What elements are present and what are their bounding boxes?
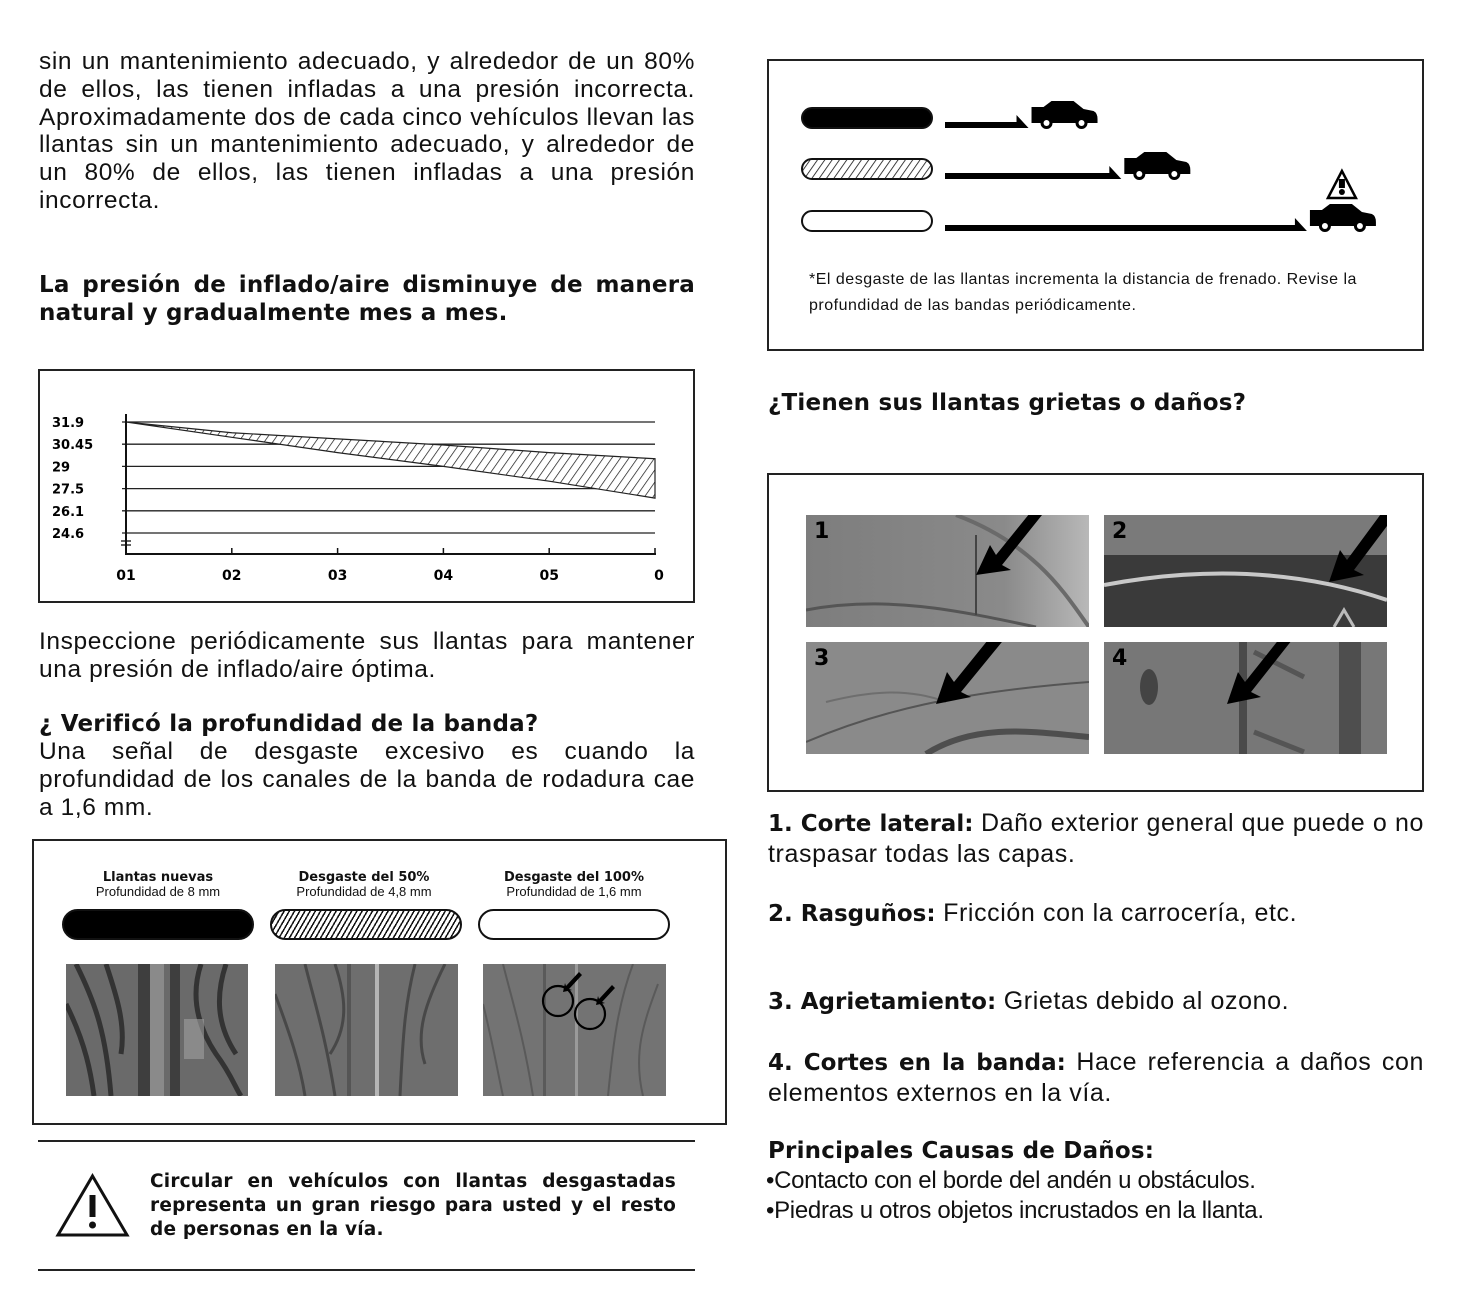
damage-item-2	[768, 898, 1424, 929]
damage-photo-1	[806, 515, 1089, 627]
damage-item-1	[768, 808, 1424, 869]
damage-item-label: 4. Cortes en la banda:	[768, 1050, 1066, 1076]
y-tick-label: 29	[52, 460, 71, 476]
tread-depth-panel	[32, 839, 727, 1125]
warning-text: Circular en vehículos con llantas desgastadas representa un gran riesgo para usted y el resto de personas en la vía.	[150, 1171, 676, 1240]
braking-distance-arrow	[945, 115, 1029, 128]
tread-column-full	[474, 871, 674, 899]
damage-heading: ¿Tienen sus llantas grietas o daños?	[768, 390, 1247, 416]
tread-bar-hatched	[270, 909, 462, 940]
y-tick-label: 24.6	[52, 527, 85, 542]
divider-top	[38, 1140, 695, 1142]
car-icon	[1032, 101, 1098, 129]
warning-triangle-icon	[55, 1173, 130, 1238]
damage-photo-3	[806, 642, 1089, 754]
tread-column-title: Llantas nuevas	[102, 870, 214, 885]
damage-photo-number: 1	[814, 519, 830, 544]
pressure-chart	[38, 369, 695, 603]
x-tick-label: 03	[327, 568, 348, 584]
braking-distance-diagram	[769, 61, 1422, 261]
tread-bar-empty	[478, 909, 670, 940]
tread-column-half	[264, 871, 464, 899]
tread-column-subtitle: Profundidad de 4,8 mm	[296, 884, 432, 899]
tread-column-title: Desgaste del 100%	[504, 870, 644, 885]
intro-paragraph: sin un mantenimiento adecuado, y alrededor de un 80% de ellos, las tienen infladas a una presión incorrecta. Aproximadamente dos de cada cinco vehículos llevan las llantas sin un mantenimiento adecuado, y alrededor de un 80% de ellos, las tienen infladas a una presión incorrecta.	[39, 48, 695, 214]
tread-column-subtitle: Profundidad de 8 mm	[95, 884, 221, 899]
cause-item: •Piedras u otros objetos incrustados en la llanta.	[766, 1197, 1264, 1224]
damage-photo-number: 3	[814, 646, 830, 671]
car-icon	[1124, 152, 1190, 180]
damage-photo-number: 2	[1112, 519, 1128, 544]
y-tick-label: 26.1	[52, 504, 85, 520]
damage-item-label: 1. Corte lateral:	[768, 811, 974, 837]
pressure-chart-svg	[40, 371, 693, 601]
damage-item-label: 3. Agrietamiento:	[768, 989, 997, 1015]
damage-item-text: Hace referencia a daños con elementos externos en la vía.	[768, 1048, 1424, 1107]
y-tick-label: 31.9	[52, 416, 85, 431]
damage-photos-panel	[767, 473, 1424, 792]
tread-column-subtitle: Profundidad de 1,6 mm	[506, 884, 642, 899]
tread-bar-hatched	[802, 159, 932, 179]
causes-list	[766, 1166, 1428, 1226]
tread-photo-full	[483, 964, 666, 1096]
damage-item-4	[768, 1047, 1424, 1108]
damage-photo-4	[1104, 642, 1387, 754]
tread-bar-solid	[802, 108, 932, 128]
tread-bar-empty	[802, 211, 932, 231]
inspect-paragraph: Inspeccione periódicamente sus llantas para mantener una presión de inflado/aire óptima.	[39, 628, 695, 683]
pressure-heading: La presión de inflado/aire disminuye de manera natural y gradualmente mes a mes.	[39, 272, 695, 326]
tread-photo-new	[66, 964, 248, 1096]
damage-item-text: Daño exterior general que puede o no traspasar todas las capas.	[768, 809, 1424, 868]
x-tick-label: 01	[116, 568, 136, 584]
x-tick-label: 02	[222, 568, 242, 584]
cause-item: •Contacto con el borde del andén u obstáculos.	[766, 1167, 1256, 1194]
tire-tread-icon	[483, 964, 666, 1096]
y-tick-label: 30.45	[52, 438, 94, 454]
damage-photo-2	[1104, 515, 1387, 627]
warning-exclamation-dot	[1339, 189, 1345, 195]
braking-distance-panel	[767, 59, 1424, 351]
x-tick-label: 04	[433, 568, 454, 584]
x-tick-label: 05	[539, 568, 559, 584]
warning-exclamation	[1339, 179, 1345, 188]
damage-photo-number: 4	[1112, 646, 1128, 671]
divider-bottom	[38, 1269, 695, 1271]
braking-distance-arrow	[945, 166, 1121, 179]
x-tick-label: 0	[654, 568, 664, 584]
depth-heading: ¿ Verificó la profundidad de la banda?	[39, 711, 539, 737]
damage-item-3	[768, 986, 1424, 1017]
tire-tread-icon	[66, 964, 248, 1096]
tread-column-new	[58, 871, 258, 899]
tread-bar-solid	[62, 909, 254, 940]
car-icon	[1310, 204, 1376, 232]
damage-item-label: 2. Rasguños:	[768, 901, 936, 927]
braking-distance-arrow	[945, 218, 1307, 231]
damage-item-text: Grietas debido al ozono.	[996, 987, 1290, 1015]
tire-tread-icon	[275, 964, 458, 1096]
y-tick-label: 27.5	[52, 482, 85, 498]
damage-item-text: Fricción con la carrocería, etc.	[935, 899, 1298, 927]
pressure-loss-area	[126, 422, 655, 498]
depth-paragraph: Una señal de desgaste excesivo es cuando la profundidad de los canales de la banda de rodadura cae a 1,6 mm.	[39, 738, 695, 821]
tread-photo-half	[275, 964, 458, 1096]
braking-note: *El desgaste de las llantas incrementa la distancia de frenado. Revise la profundidad de las bandas periódicamente.	[809, 271, 1357, 314]
tread-column-title: Desgaste del 50%	[298, 870, 430, 885]
causes-heading: Principales Causas de Daños:	[768, 1138, 1155, 1164]
